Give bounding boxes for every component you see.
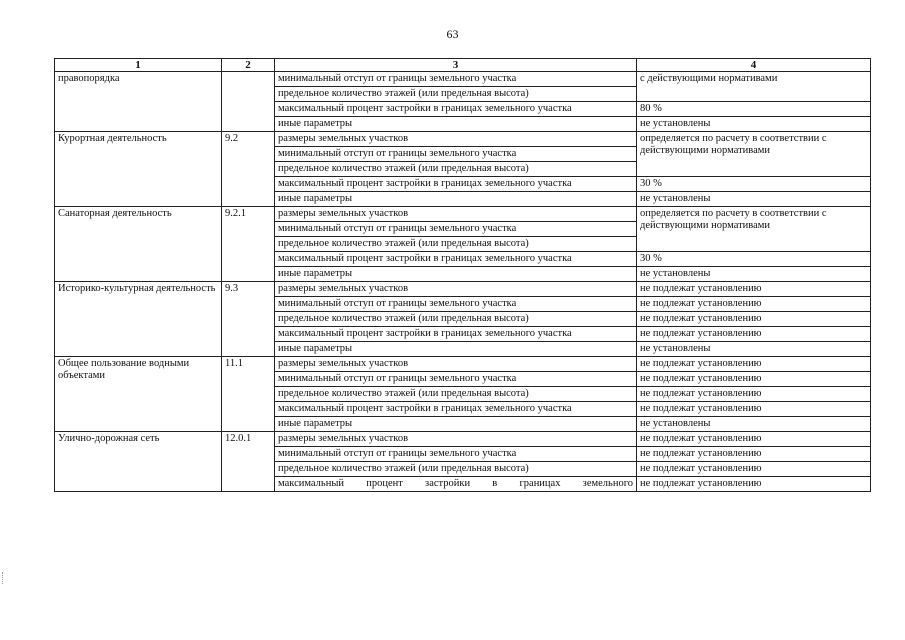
param-cell: минимальный отступ от границы земельного участка	[275, 372, 637, 387]
param-cell: максимальный процент застройки в границах земельного участка	[275, 102, 637, 117]
param-cell: максимальный процент застройки в границах земельного участка	[275, 177, 637, 192]
param-cell: предельное количество этажей (или предельная высота)	[275, 237, 637, 252]
table-row	[55, 132, 871, 147]
param-cell: размеры земельных участков	[275, 282, 637, 297]
param-cell: иные параметры	[275, 117, 637, 132]
param-cell: предельное количество этажей (или предельная высота)	[275, 162, 637, 177]
param-cell: максимальный процент застройки в границах земельного	[275, 477, 637, 492]
header-col-1: 1	[55, 59, 222, 72]
header-col-4: 4	[637, 59, 871, 72]
table-row	[55, 357, 871, 372]
param-cell: минимальный отступ от границы земельного участка	[275, 147, 637, 162]
use-code: 12.0.1	[222, 432, 275, 492]
value-cell: не подлежат установлению	[637, 282, 871, 297]
value-cell: не установлены	[637, 192, 871, 207]
header-col-2: 2	[222, 59, 275, 72]
use-code	[222, 72, 275, 132]
param-cell: предельное количество этажей (или предельная высота)	[275, 462, 637, 477]
value-cell: определяется по расчету в соответствии с действующими нормативами	[637, 207, 871, 252]
use-code: 9.2	[222, 132, 275, 207]
header-row	[55, 59, 871, 72]
param-cell: размеры земельных участков	[275, 132, 637, 147]
page-number: 63	[446, 27, 459, 41]
use-name: правопорядка	[55, 72, 222, 132]
use-name: Историко-культурная деятельность	[55, 282, 222, 357]
value-cell: не подлежат установлению	[637, 372, 871, 387]
param-cell: размеры земельных участков	[275, 432, 637, 447]
value-cell: не подлежат установлению	[637, 327, 871, 342]
use-name: Курортная деятельность	[55, 132, 222, 207]
value-cell: 30 %	[637, 252, 871, 267]
param-cell: предельное количество этажей (или предельная высота)	[275, 312, 637, 327]
param-cell: размеры земельных участков	[275, 207, 637, 222]
value-cell: 30 %	[637, 177, 871, 192]
value-cell: не подлежат установлению	[637, 312, 871, 327]
header-col-3: 3	[275, 59, 637, 72]
regulations-table	[54, 58, 871, 492]
value-cell: не установлены	[637, 342, 871, 357]
value-cell: не подлежат установлению	[637, 462, 871, 477]
use-name: Общее пользование водными объектами	[55, 357, 222, 432]
param-cell: минимальный отступ от границы земельного участка	[275, 297, 637, 312]
value-cell: не подлежат установлению	[637, 402, 871, 417]
param-cell: иные параметры	[275, 267, 637, 282]
value-cell: не подлежат установлению	[637, 297, 871, 312]
value-cell: не установлены	[637, 117, 871, 132]
use-code: 9.2.1	[222, 207, 275, 282]
value-cell: не установлены	[637, 417, 871, 432]
param-cell: максимальный процент застройки в границах земельного участка	[275, 402, 637, 417]
scan-edge-mark	[2, 572, 5, 584]
value-cell: с действующими нормативами	[637, 72, 871, 102]
value-cell: не установлены	[637, 267, 871, 282]
param-cell: минимальный отступ от границы земельного участка	[275, 222, 637, 237]
param-cell: минимальный отступ от границы земельного участка	[275, 72, 637, 87]
value-cell: определяется по расчету в соответствии с действующими нормативами	[637, 132, 871, 177]
value-cell: не подлежат установлению	[637, 357, 871, 372]
value-cell: не подлежат установлению	[637, 432, 871, 447]
use-code: 9.3	[222, 282, 275, 357]
value-cell: не подлежат установлению	[637, 477, 871, 492]
use-code: 11.1	[222, 357, 275, 432]
param-cell: иные параметры	[275, 417, 637, 432]
value-cell: не подлежат установлению	[637, 387, 871, 402]
value-cell: 80 %	[637, 102, 871, 117]
table-row	[55, 72, 871, 87]
param-cell: иные параметры	[275, 342, 637, 357]
use-name: Санаторная деятельность	[55, 207, 222, 282]
param-cell: максимальный процент застройки в границах земельного участка	[275, 252, 637, 267]
param-cell: размеры земельных участков	[275, 357, 637, 372]
param-cell: предельное количество этажей (или предельная высота)	[275, 387, 637, 402]
param-cell: максимальный процент застройки в границах земельного участка	[275, 327, 637, 342]
param-cell: минимальный отступ от границы земельного участка	[275, 447, 637, 462]
table-row	[55, 432, 871, 447]
param-cell: иные параметры	[275, 192, 637, 207]
table-row	[55, 282, 871, 297]
value-cell: не подлежат установлению	[637, 447, 871, 462]
param-cell: предельное количество этажей (или предельная высота)	[275, 87, 637, 102]
table-row	[55, 207, 871, 222]
use-name: Улично-дорожная сеть	[55, 432, 222, 492]
